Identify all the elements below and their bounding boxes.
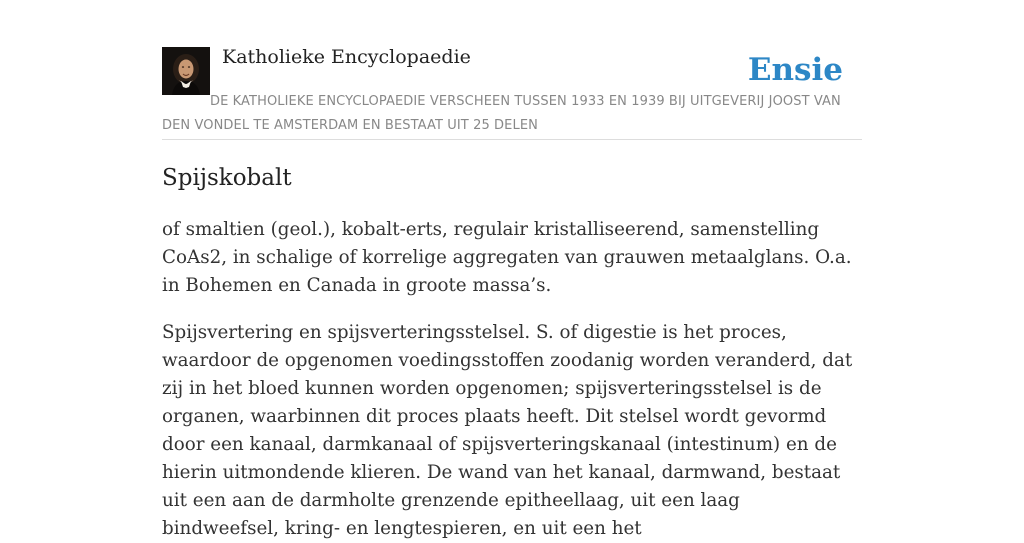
site-title[interactable]: Katholieke Encyclopaedie [222,46,471,68]
article-title: Spijskobalt [162,165,292,191]
brand-logo[interactable]: Ensie [747,52,843,88]
portrait-icon [162,47,210,95]
article-paragraph: of smaltien (geol.), kobalt-erts, regulair kristalliseerend, samenstelling CoAs2, in schalige of korrelige aggregaten van grauwen metaalglans. O.a. in Bohemen en Canada in groote massa’s. [162,219,852,296]
article-paragraph: Spijsvertering en spijsverteringsstelsel. S. of digestie is het proces, waardoor de opgenomen voedingsstoffen zoodanig worden veranderd, dat zij in het bloed kunnen worden opgenomen; spijsverteringsstelsel is de organen, waarbinnen dit proces plaats heeft. Dit stelsel wordt gevormd door een kanaal, darmkanaal of spijsverteringskanaal (intestinum) en de hierin uitmondende klieren. De wand van het kanaal, darmwand, bestaat uit een aan de darmholte grenzende epitheellaag, uit een laag bindweefsel, kring- en lengtespieren, en uit een het [162,322,853,539]
page-container [162,0,862,539]
avatar[interactable] [162,47,210,95]
site-tagline: DE KATHOLIEKE ENCYCLOPAEDIE VERSCHEEN TUSSEN 1933 EN 1939 BIJ UITGEVERIJ JOOST VAN DEN VONDEL TE AMSTERDAM EN BESTAAT UIT 25 DELEN [162,94,841,133]
site-header [162,0,862,140]
